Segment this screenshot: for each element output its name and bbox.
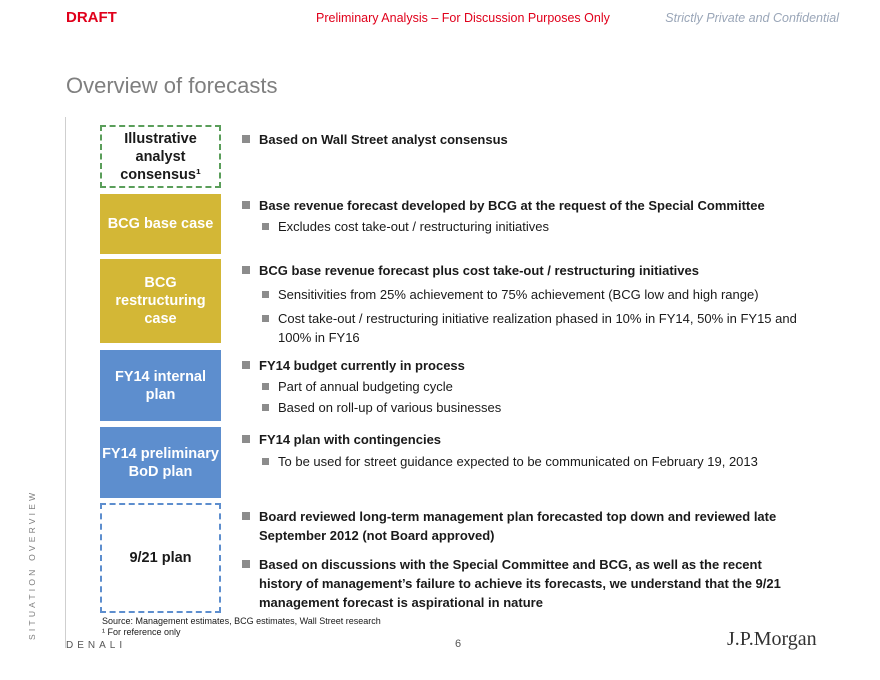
bullet-text: To be used for street guidance expected to be communicated on February 19, 2013 <box>278 454 758 469</box>
category-box-fy14-internal <box>100 350 221 421</box>
bullet-square-icon <box>242 201 250 209</box>
category-label: BCG base case <box>107 216 214 232</box>
sub-bullet <box>262 217 802 236</box>
category-box-consensus <box>100 125 221 188</box>
bullet-text: Base revenue forecast developed by BCG at the request of the Special Committee <box>259 198 765 213</box>
category-label: FY14 internal plan <box>114 368 207 403</box>
bullet-square-icon <box>262 315 269 322</box>
bullet <box>242 196 802 215</box>
bullet-square-icon <box>242 266 250 274</box>
footnote-1: ¹ For reference only <box>102 627 181 637</box>
left-divider <box>65 117 66 648</box>
bullet-text: FY14 budget currently in process <box>259 358 465 373</box>
bullet-square-icon <box>242 435 250 443</box>
bullet-text: Based on roll-up of various businesses <box>278 400 502 415</box>
bullet-square-icon <box>262 404 269 411</box>
bullet-text: FY14 plan with contingencies <box>259 432 442 447</box>
page-number: 6 <box>455 638 462 650</box>
section-side-label: SITUATION OVERVIEW <box>27 489 37 640</box>
bullet <box>242 356 802 375</box>
category-box-bcg-restructuring <box>100 259 221 343</box>
bullet <box>242 261 802 280</box>
source-note: Source: Management estimates, BCG estimates, Wall Street research <box>102 616 381 626</box>
category-box-921-plan <box>100 503 221 613</box>
bullet <box>242 430 802 449</box>
draft-label: DRAFT <box>66 9 117 26</box>
sub-bullet <box>262 309 802 347</box>
category-label: 9/21 plan <box>129 550 192 566</box>
bullet-text: Based on discussions with the Special Committee and BCG, as well as the recent history of management’s failure to achieve its forecasts, we understand that the 9/21 management forecast is aspirational in nature <box>259 557 781 610</box>
category-label: BCG restructuring case <box>115 275 206 327</box>
category-box-bcg-base <box>100 194 221 254</box>
bullet-square-icon <box>242 361 250 369</box>
bullet-text: Part of annual budgeting cycle <box>278 379 453 394</box>
bullet-square-icon <box>262 383 269 390</box>
page-title: Overview of forecasts <box>66 73 278 98</box>
bullet-text: Based on Wall Street analyst consensus <box>259 132 508 147</box>
sub-bullet <box>262 398 802 417</box>
sub-bullet <box>262 377 802 396</box>
bullet <box>242 507 802 545</box>
bullet-square-icon <box>242 512 250 520</box>
bullet-square-icon <box>242 560 250 568</box>
confidential-label: Strictly Private and Confidential <box>665 11 839 25</box>
bullet-text: Cost take-out / restructuring initiative realization phased in 10% in FY14, 50% in FY15 and 100% in FY16 <box>278 311 797 345</box>
bullet-square-icon <box>262 291 269 298</box>
category-label: FY14 preliminary BoD plan <box>102 445 219 480</box>
sub-bullet <box>262 452 802 471</box>
header-disclaimer: Preliminary Analysis – For Discussion Purposes Only <box>316 11 610 25</box>
bullet-square-icon <box>242 135 250 143</box>
bullet-text: BCG base revenue forecast plus cost take-out / restructuring initiatives <box>259 263 699 278</box>
bullet-text: Board reviewed long-term management plan forecasted top down and reviewed late September 2012 (not Board approved) <box>259 509 777 543</box>
category-box-fy14-bod <box>100 427 221 498</box>
bullet-text: Sensitivities from 25% achievement to 75% achievement (BCG low and high range) <box>278 287 759 302</box>
bullet-text: Excludes cost take-out / restructuring initiatives <box>278 219 549 234</box>
category-label: Illustrative analyst consensus¹ <box>120 130 201 183</box>
project-name: DENALI <box>66 640 127 651</box>
sub-bullet <box>262 285 802 304</box>
bullet-square-icon <box>262 458 269 465</box>
bullet-square-icon <box>262 223 269 230</box>
bullet <box>242 130 802 149</box>
jpmorgan-logo: J.P.Morgan <box>727 628 817 650</box>
bullet <box>242 555 802 612</box>
